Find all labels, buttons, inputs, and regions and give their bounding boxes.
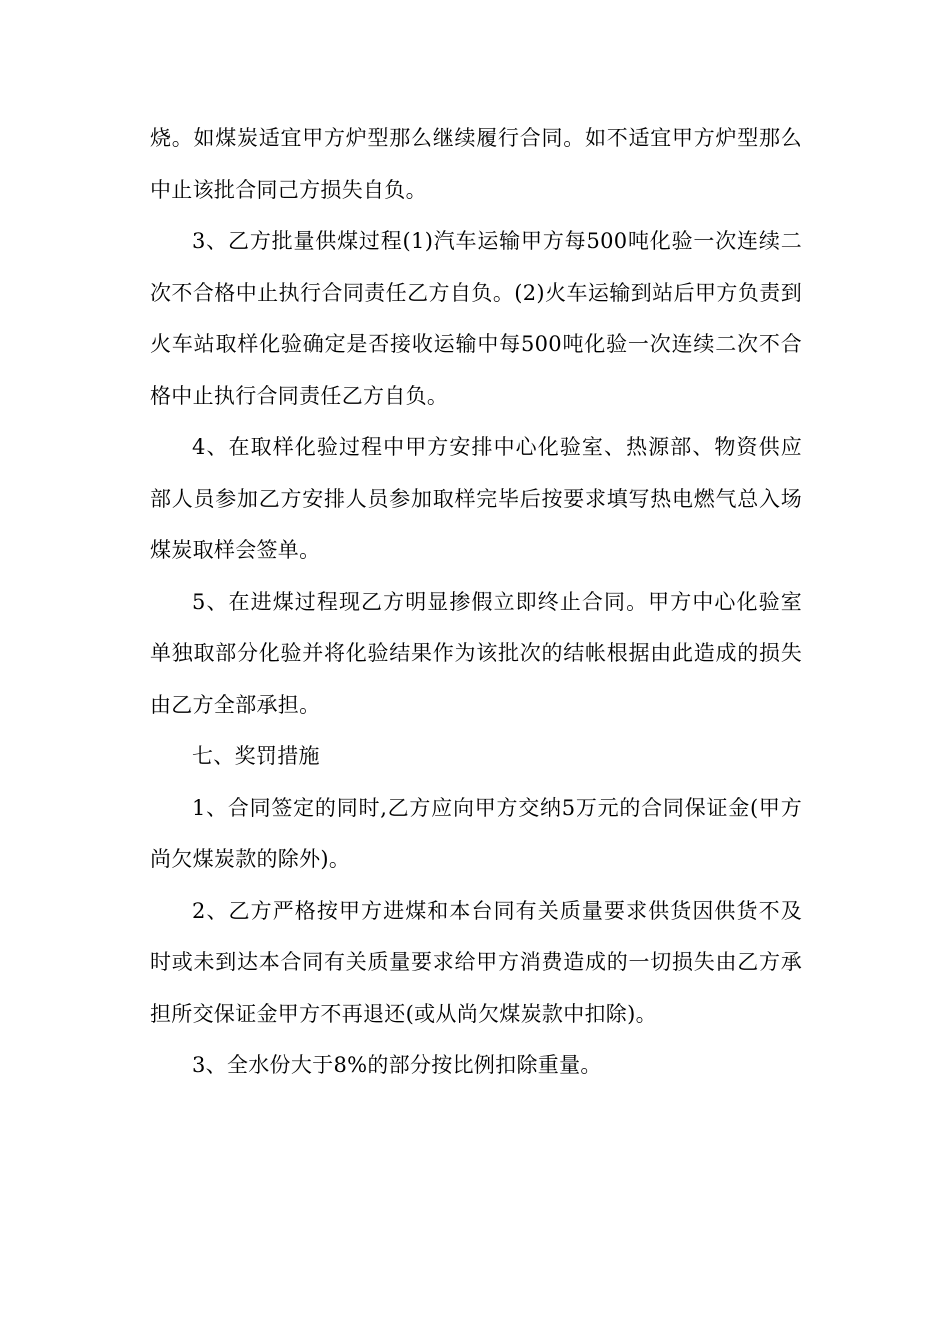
paragraph-clause-4-sampling: 4、在取样化验过程中甲方安排中心化验室、热源部、物资供应部人员参加乙方安排人员参加取样完毕后按要求填写热电燃气总入场煤炭取样会签单。 [150,435,802,562]
paragraph-continuation: 烧。如煤炭适宜甲方炉型那么继续履行合同。如不适宜甲方炉型那么中止该批合同己方损失自负。 [150,126,802,202]
document-body [150,113,802,1092]
paragraph-penalty-3-moisture: 3、全水份大于8%的部分按比例扣除重量。 [192,1053,602,1077]
section-heading-rewards-penalties: 七、奖罚措施 [192,744,320,768]
paragraph-clause-5-adulteration: 5、在进煤过程现乙方明显掺假立即终止合同。甲方中心化验室单独取部分化验并将化验结果作为该批次的结帐根据由此造成的损失由乙方全部承担。 [150,589,802,717]
paragraph-penalty-1-deposit: 1、合同签定的同时,乙方应向甲方交纳5万元的合同保证金(甲方尚欠煤炭款的除外)。 [150,795,802,871]
paragraph-clause-3-batch-supply: 3、乙方批量供煤过程(1)汽车运输甲方每500吨化验一次连续二次不合格中止执行合同责任乙方自负。(2)火车运输到站后甲方负责到火车站取样化验确定是否接收运输中每500吨化验一次连续二次不合格中止执行合同责任乙方自负。 [150,229,802,408]
paragraph-penalty-2-quality: 2、乙方严格按甲方进煤和本台同有关质量要求供货因供货不及时或未到达本合同有关质量要求给甲方消费造成的一切损失由乙方承担所交保证金甲方不再退还(或从尚欠煤炭款中扣除)。 [150,898,802,1026]
